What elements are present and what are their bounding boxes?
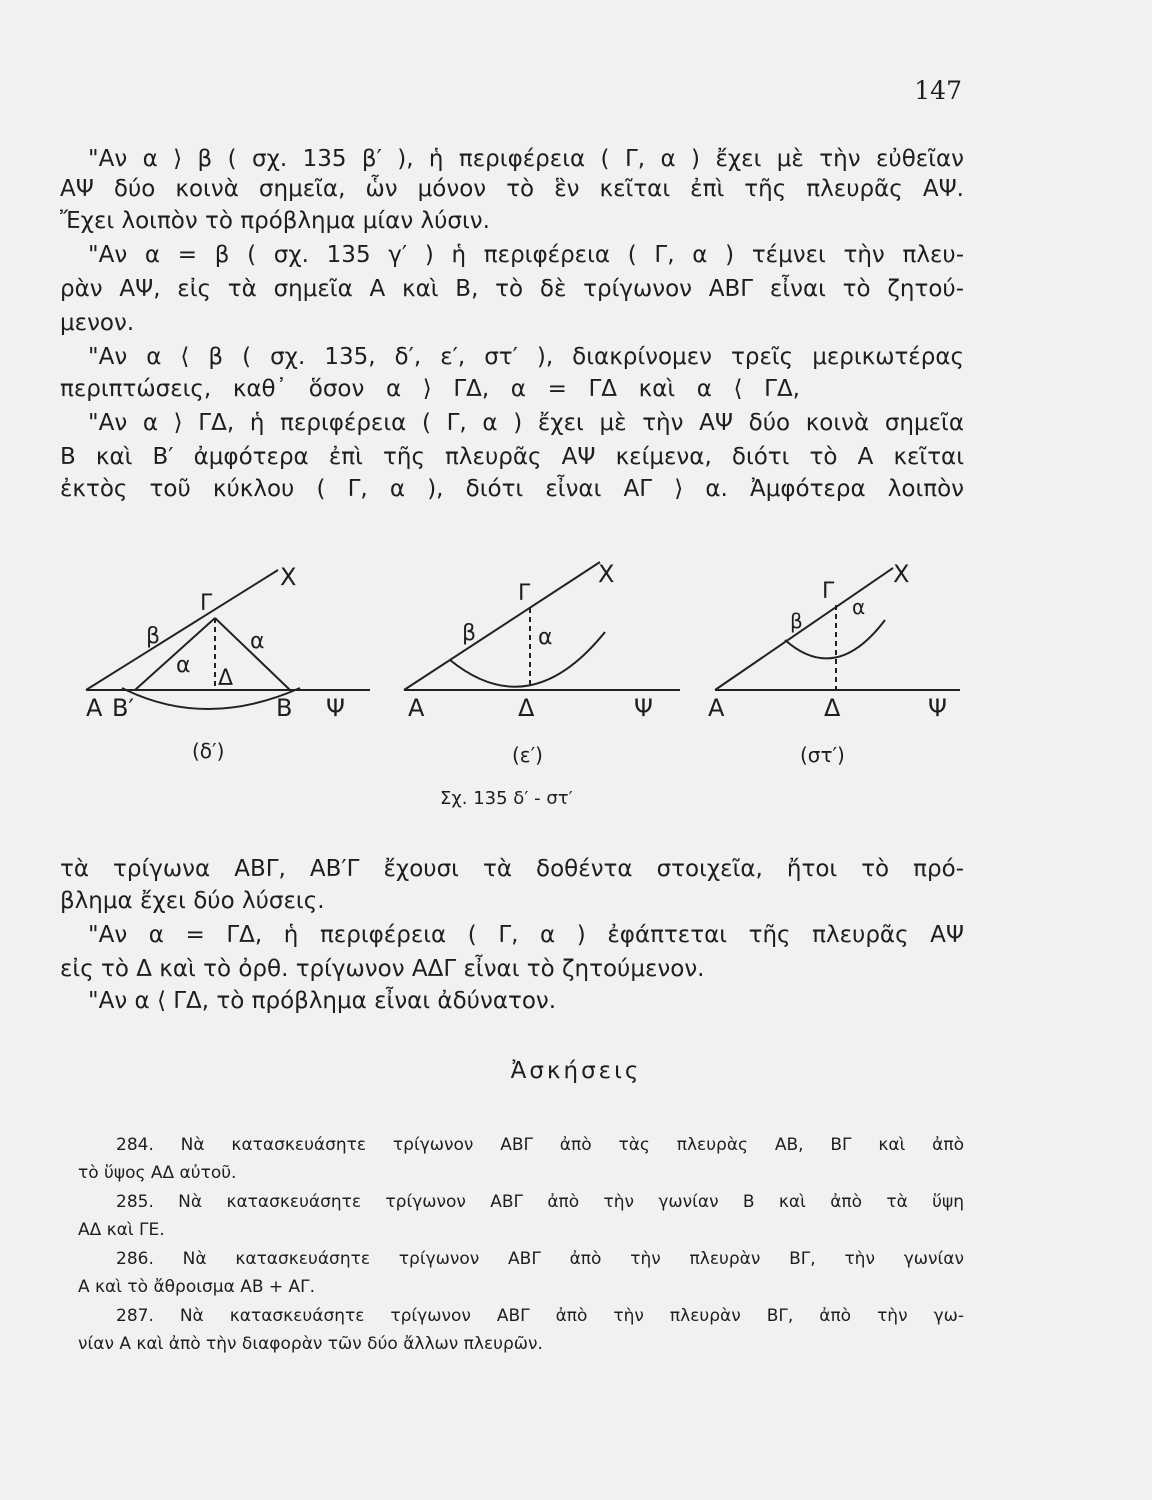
exercise-line: 284. Νὰ κατασκευάσητε τρίγωνον ΑΒΓ ἀπὸ τὰς πλευρὰς ΑΒ, ΒΓ καὶ ἀπὸ: [116, 1135, 964, 1155]
body-line: "Αν α ⟨ ΓΔ, τὸ πρόβλημα εἶναι ἀδύνατον.: [88, 988, 557, 1014]
body-line: "Αν α = β ( σχ. 135 γ′ ) ἡ περιφέρεια ( Γ, α ) τέμνει τὴν πλευ-: [88, 242, 964, 268]
fig-delta-label: β: [146, 624, 161, 649]
sub-caption: (δ′): [192, 739, 225, 763]
sub-caption: (ε′): [512, 743, 543, 767]
body-line: ρὰν ΑΨ, εἰς τὰ σημεῖα Α καὶ Β, τὸ δὲ τρίγωνον ΑΒΓ εἶναι τὸ ζητού-: [60, 276, 964, 302]
fig-st-label: Ψ: [928, 694, 947, 722]
body-line: περιπτώσεις, καθ᾽ ὅσον α ⟩ ΓΔ, α = ΓΔ καὶ α ⟨ ΓΔ,: [60, 376, 800, 402]
body-line: Β καὶ Β′ ἀμφότερα ἐπὶ τῆς πλευρᾶς ΑΨ κείμενα, διότι τὸ Α κεῖται: [60, 444, 964, 470]
exercise-line: τὸ ὕψος ΑΔ αὐτοῦ.: [78, 1163, 237, 1183]
page-number: 147: [914, 76, 962, 105]
fig-delta-label: Γ: [200, 591, 213, 616]
sub-caption: (στ′): [800, 743, 845, 767]
body-line: βλημα ἔχει δύο λύσεις.: [60, 888, 325, 914]
fig-delta-label: α: [176, 653, 191, 678]
exercise-line: Α καὶ τὸ ἄθροισμα ΑΒ + ΑΓ.: [78, 1277, 316, 1297]
fig-st-label: Γ: [822, 579, 835, 604]
fig-epsilon-label: Γ: [518, 581, 531, 606]
fig-epsilon-label: Α: [408, 694, 425, 722]
body-line: τὰ τρίγωνα ΑΒΓ, ΑΒ′Γ ἔχουσι τὰ δοθέντα στοιχεῖα, ἤτοι τὸ πρό-: [60, 856, 964, 882]
fig-delta-label: Α: [86, 694, 103, 722]
fig-epsilon-label: Ψ: [634, 694, 653, 722]
body-line: μενον.: [60, 310, 135, 336]
fig-epsilon-label: α: [538, 625, 553, 650]
fig-st-label: Α: [708, 694, 725, 722]
exercise-line: 287. Νὰ κατασκευάσητε τρίγωνον ΑΒΓ ἀπὸ τὴν πλευρὰν ΒΓ, ἀπὸ τὴν γω-: [116, 1306, 964, 1326]
fig-st-label: α: [852, 595, 866, 619]
body-line: "Αν α ⟩ ΓΔ, ἡ περιφέρεια ( Γ, α ) ἔχει μὲ τὴν ΑΨ δύο κοινὰ σημεῖα: [88, 410, 964, 436]
body-line: ἐκτὸς τοῦ κύκλου ( Γ, α ), διότι εἶναι ΑΓ ⟩ α. Ἀμφότερα λοιπὸν: [60, 476, 964, 502]
fig-delta-label: Β′: [112, 694, 134, 722]
body-line: "Αν α = ΓΔ, ἡ περιφέρεια ( Γ, α ) ἐφάπτεται τῆς πλευρᾶς ΑΨ: [88, 922, 964, 948]
body-line: "Αν α ⟨ β ( σχ. 135, δ′, ε′, στ′ ), διακρίνομεν τρεῖς μερικωτέρας: [88, 344, 964, 370]
body-line: Ἔχει λοιπὸν τὸ πρόβλημα μίαν λύσιν.: [60, 208, 490, 234]
fig-st-label: Χ: [893, 560, 910, 588]
exercise-line: ΑΔ καὶ ΓΕ.: [78, 1220, 165, 1240]
fig-delta-label: Δ: [218, 666, 234, 691]
body-line: "Αν α ⟩ β ( σχ. 135 β′ ), ἡ περιφέρεια ( Γ, α ) ἔχει μὲ τὴν εὐθεῖαν: [88, 146, 964, 172]
exercise-line: 286. Νὰ κατασκευάσητε τρίγωνον ΑΒΓ ἀπὸ τὴν πλευρὰν ΒΓ, τὴν γωνίαν: [116, 1249, 964, 1269]
fig-st-label: β: [790, 609, 803, 633]
exercise-line: 285. Νὰ κατασκευάσητε τρίγωνον ΑΒΓ ἀπὸ τὴν γωνίαν Β καὶ ἀπὸ τὰ ὕψη: [116, 1192, 964, 1212]
fig-epsilon-label: Χ: [598, 560, 615, 588]
fig-delta-label: Β: [276, 694, 293, 722]
fig-delta-label: Ψ: [326, 694, 345, 722]
body-line: εἰς τὸ Δ καὶ τὸ ὀρθ. τρίγωνον ΑΔΓ εἶναι τὸ ζητούμενον.: [60, 956, 705, 982]
fig-st-label: Δ: [824, 694, 841, 722]
exercise-line: νίαν Α καὶ ἀπὸ τὴν διαφορὰν τῶν δύο ἄλλων πλευρῶν.: [78, 1334, 543, 1354]
exercises-heading: Ἀσκήσεις: [510, 1058, 642, 1084]
body-line: ΑΨ δύο κοινὰ σημεῖα, ὧν μόνον τὸ ἓν κεῖται ἐπὶ τῆς πλευρᾶς ΑΨ.: [60, 176, 964, 202]
fig-epsilon-label: Δ: [518, 694, 535, 722]
fig-delta-label: α: [250, 629, 265, 654]
fig-delta-label: Χ: [280, 563, 297, 591]
fig-epsilon-label: β: [462, 621, 477, 646]
figure-caption: Σχ. 135 δ′ - στ′: [440, 788, 573, 809]
